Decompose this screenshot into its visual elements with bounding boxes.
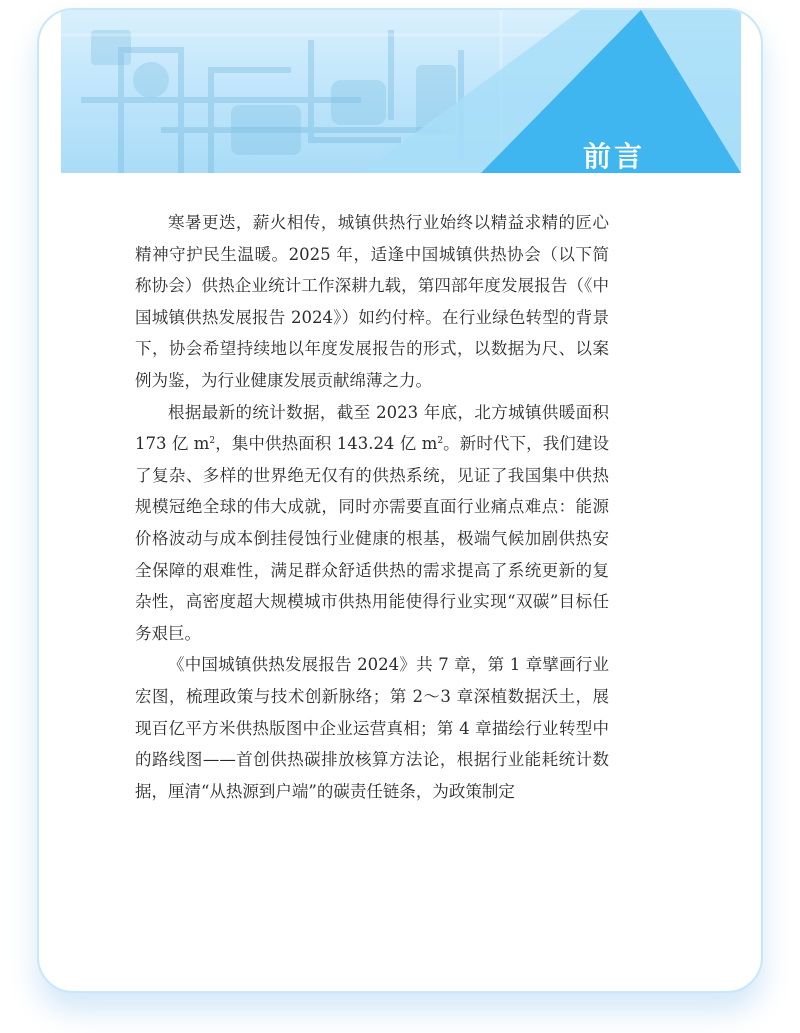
paragraph-2 — [135, 397, 609, 650]
superscript-2: 2 — [437, 436, 444, 447]
paragraph-2-part3: 。新时代下，我们建设了复杂、多样的世界绝无仅有的供热系统，见证了我国集中供热规模冠绝全球的伟大成就，同时亦需要直面行业痛点难点：能源价格波动与成本倒挂侵蚀行业健康的根基，极端气候加剧供热安全保障的艰难性，满足群众舒适供热的需求提高了系统更新的复杂性，高密度超大规模城市供热用能使得行业实现“双碳”目标任务艰巨。 — [135, 434, 609, 643]
paragraph-2-part2: ，集中供热面积 143.24 亿 m — [215, 434, 438, 454]
paragraph-2-part1: 根据最新的统计数据，截至 2023 年底，北方城镇供暖面积 173 亿 m — [135, 402, 609, 454]
paragraph-1: 寒暑更迭，薪火相传，城镇供热行业始终以精益求精的匠心精神守护民生温暖。2025 年，适逢中国城镇供热协会（以下简称协会）供热企业统计工作深耕九载，第四部年度发展报告（《中国城镇供热发展报告 2024》）如约付梓。在行业绿色转型的背景下，协会希望持续地以年度发展报告的形式，以数据为尺、以案例为鉴，为行业健康发展贡献绵薄之力。 — [135, 213, 609, 390]
header-banner — [61, 10, 741, 173]
superscript-1: 2 — [209, 436, 216, 447]
body-text — [135, 207, 609, 807]
page-title: 前言 — [582, 140, 645, 173]
paragraph-3: 《中国城镇供热发展报告 2024》共 7 章，第 1 章擘画行业宏图，梳理政策与技术创新脉络；第 2～3 章深植数据沃土，展现百亿平方米供热版图中企业运营真相；第 4 章描绘行业转型中的路线图——首创供热碳排放核算方法论，根据行业能耗统计数据，厘清“从热源到户端”的碳责任链条，为政策制定 — [135, 655, 609, 801]
